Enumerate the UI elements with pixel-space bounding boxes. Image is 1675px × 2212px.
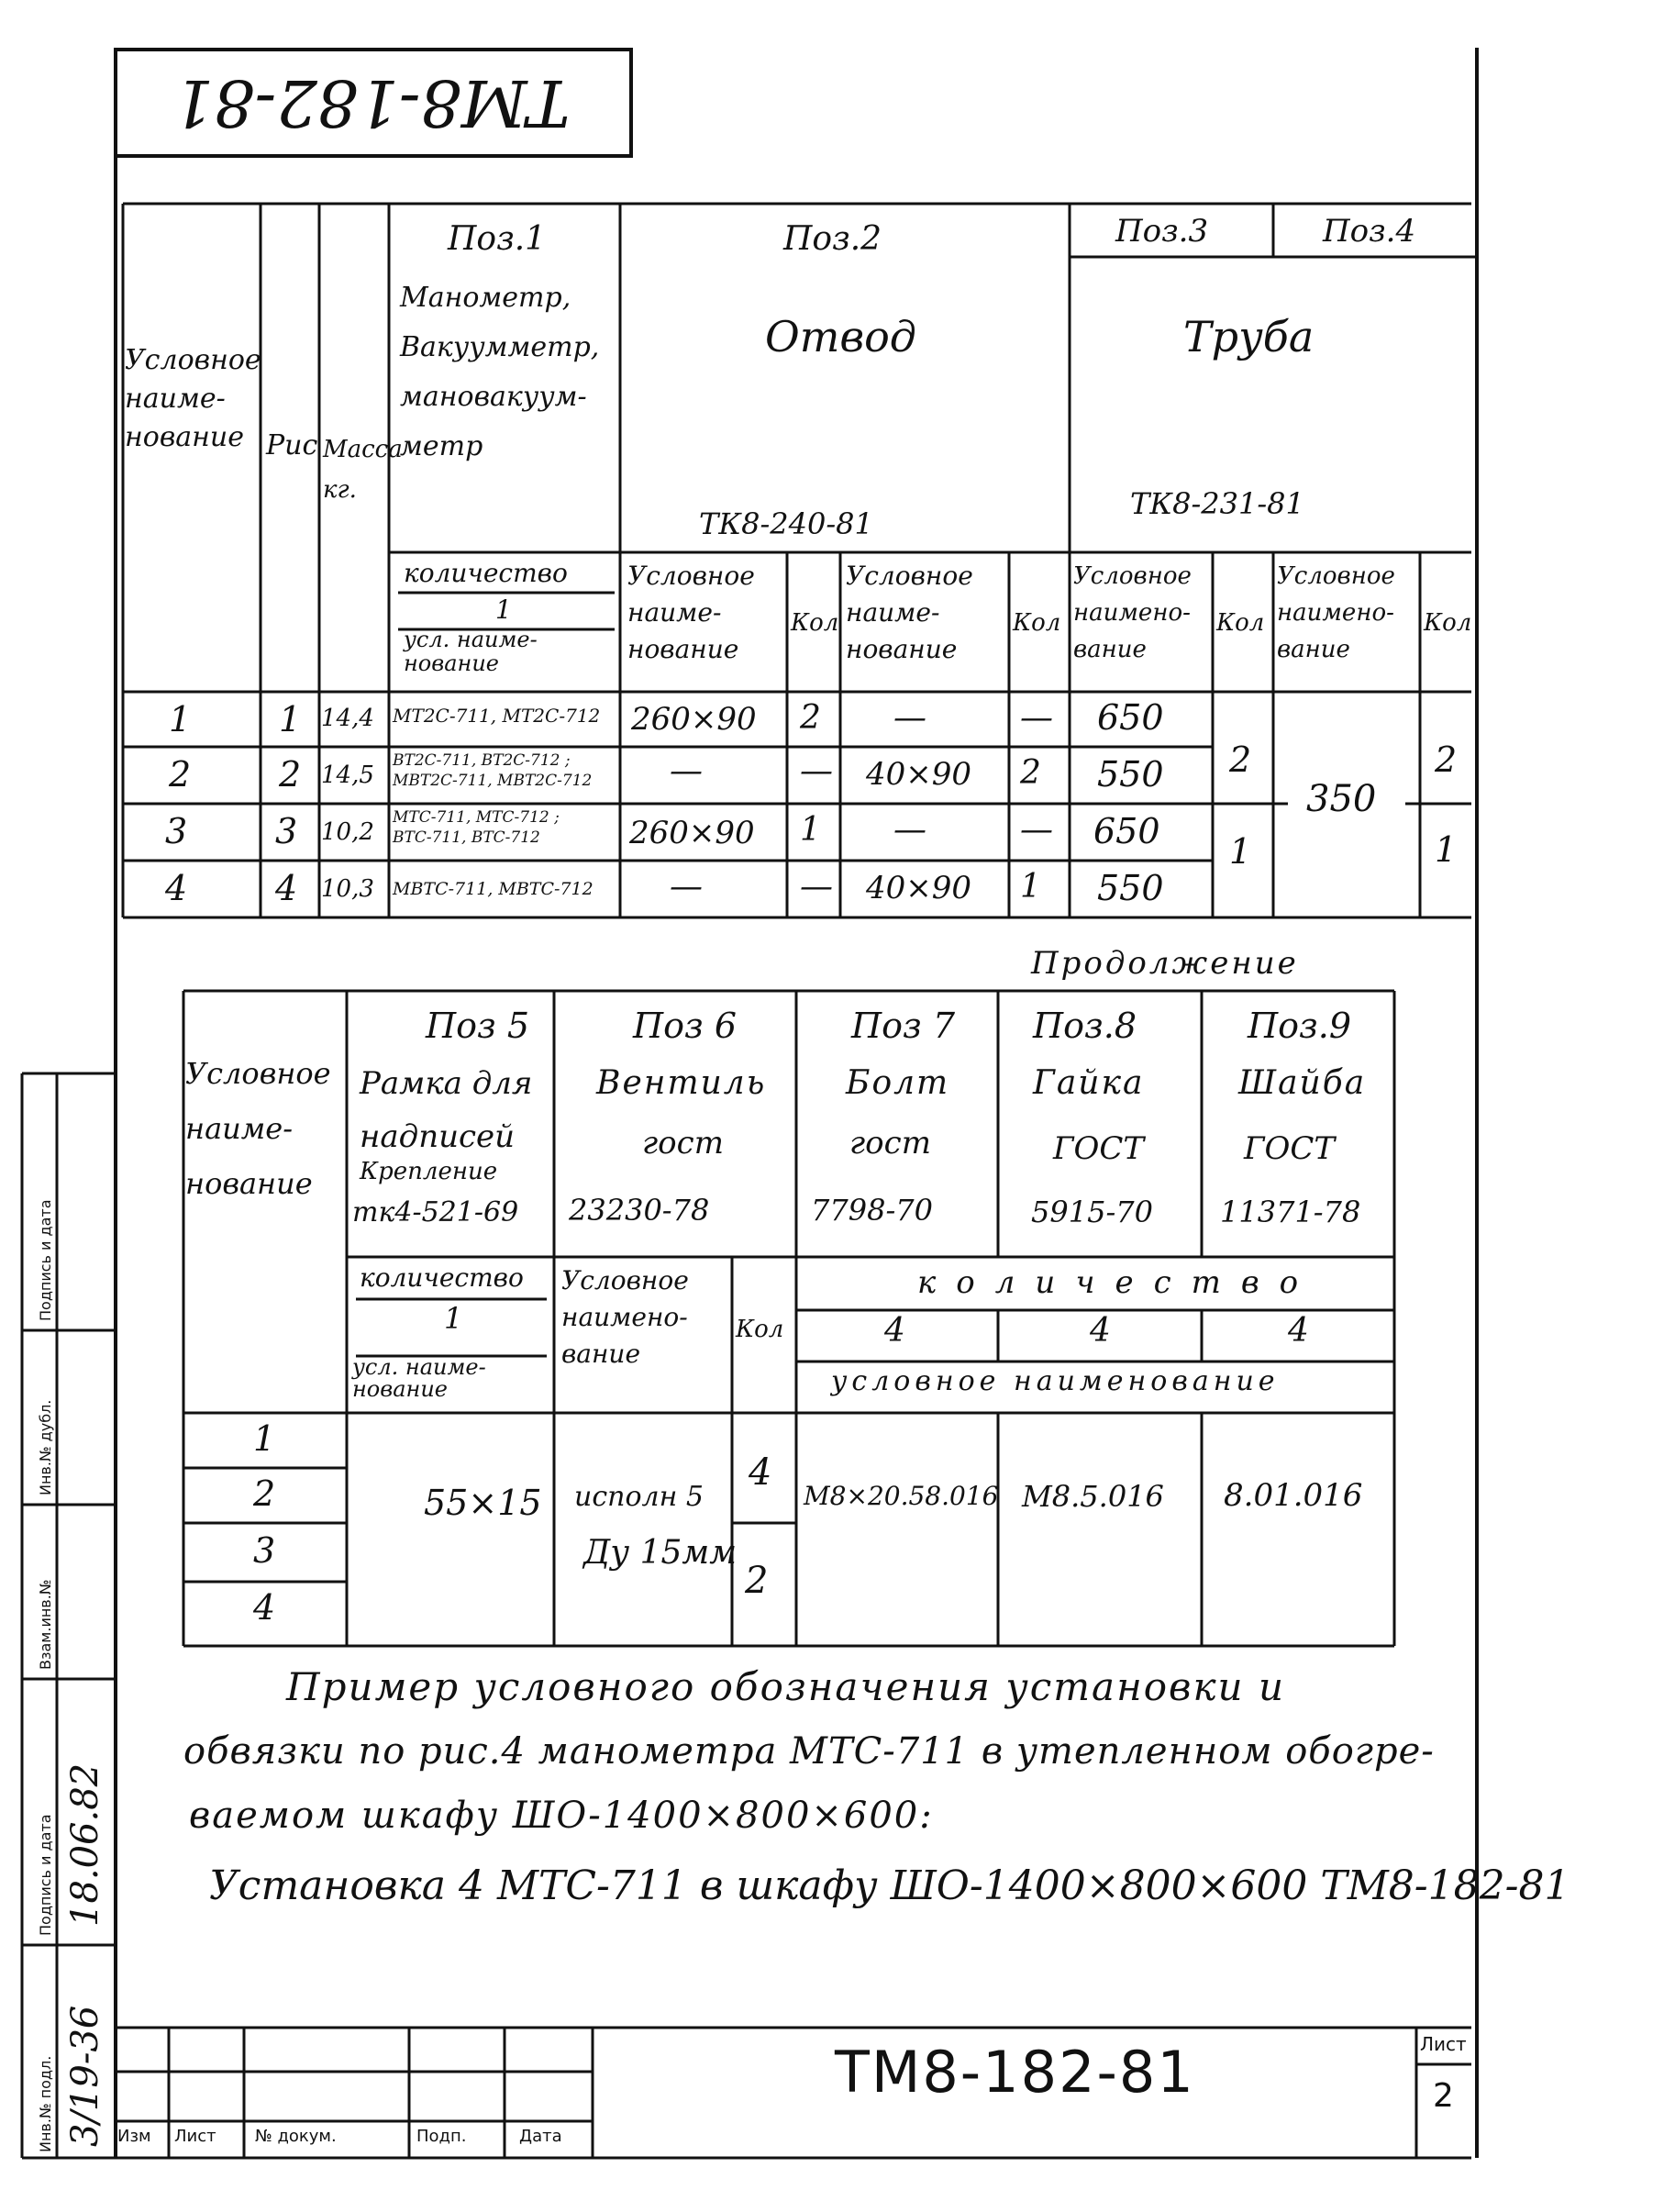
t2-pos8-value: М8.5.016: [1022, 1479, 1164, 1514]
tb-sheet-label: Лист: [1420, 2033, 1467, 2055]
t2-row-1: 1: [253, 1418, 276, 1459]
t1-r3-n: 3: [165, 811, 188, 851]
t2-pos5-doc: тк4-521-69: [352, 1196, 519, 1228]
side-label-signature-2: Подпись и дата: [37, 1814, 54, 1936]
t1-pos34-doc: ТК8-231-81: [1130, 486, 1304, 521]
t1-r1-k2a: 2: [800, 699, 821, 737]
t1-r2-mass: 14,5: [321, 761, 374, 789]
example-line-2: обвязки по рис.4 манометра МТС-711 в утепленном обогре-: [183, 1730, 1435, 1773]
t2-pos9-name: Шайба: [1238, 1064, 1367, 1102]
t1-r3-k2a: 1: [800, 811, 821, 849]
t1-r4-p2a: —: [670, 868, 703, 906]
t1-pos4-head: Условное наимено- вание: [1277, 562, 1395, 663]
t2-pos7-name: Болт: [846, 1064, 950, 1102]
t2-row-4: 4: [253, 1587, 276, 1628]
t2-pos6-label: Поз 6: [633, 1006, 737, 1046]
t1-pos2b-head: Условное наиме- нование: [846, 561, 973, 664]
t2-pos8-label: Поз.8: [1033, 1006, 1137, 1046]
t1-kolichestvo: количество: [404, 558, 568, 588]
t1-col-mass: Масса кг.: [323, 436, 403, 504]
t2-pos9-std: ГОСТ: [1244, 1130, 1336, 1167]
t1-kol3-top: 2: [1229, 739, 1252, 780]
top-stamp-code: ТМ8-182-81: [172, 65, 571, 140]
t1-pos3-label: Поз.3: [1115, 213, 1209, 250]
t2-one: 1: [444, 1301, 463, 1336]
t2-pos7-value: М8×20.58.016: [804, 1481, 999, 1511]
t1-kol-d: Кол: [1424, 609, 1472, 637]
t1-kol-b: Кол: [1013, 609, 1061, 637]
t2-kol6-top: 4: [749, 1451, 772, 1494]
t2-row-3: 3: [253, 1530, 276, 1571]
t2-pos5-value: 55×15: [424, 1483, 542, 1523]
t2-pos9-value: 8.01.016: [1224, 1477, 1363, 1514]
t2-pos5-label: Поз 5: [426, 1006, 529, 1046]
t2-usl-naim: усл. наиме- нование: [352, 1354, 486, 1402]
t2-col-name: Условное наиме- нование: [185, 1056, 331, 1201]
t2-pos8-std: ГОСТ: [1053, 1130, 1145, 1167]
t1-r3-ris: 3: [275, 811, 298, 851]
t2-pos6-value-b: Ду 15мм: [583, 1534, 738, 1572]
t1-r3-p3: 650: [1093, 811, 1160, 851]
tb-col-podp: Подп.: [416, 2127, 467, 2146]
t2-pos9-label: Поз.9: [1248, 1006, 1351, 1046]
side-label-inv-dubl: Инв.№ дубл.: [37, 1399, 54, 1495]
t1-r1-mass: 14,4: [321, 705, 374, 732]
t1-col-name: Условное наиме- нование: [125, 344, 261, 453]
t1-pos4-label: Поз.4: [1323, 213, 1416, 250]
t1-r1-ris: 1: [279, 699, 302, 739]
t2-usl-naim-wide: условное наименование: [831, 1365, 1280, 1397]
t1-usl-naim: усл. наиме- нование: [404, 627, 538, 676]
t1-r2-p3: 550: [1097, 754, 1164, 795]
t1-r3-p2a: 260×90: [629, 815, 755, 851]
t1-pos2-doc: ТК8-240-81: [699, 506, 873, 541]
tb-col-data: Дата: [519, 2127, 562, 2146]
t1-r4-k2b: 1: [1020, 868, 1041, 906]
t1-pos1-name: Манометр, Вакуумметр, мановакуум- метр: [400, 282, 600, 462]
t1-pos2a-head: Условное наиме- нование: [627, 561, 755, 664]
t1-r2-pos1: ВТ2С-711, ВТ2С-712 ; МВТ2С-711, МВТ2С-712: [393, 751, 593, 790]
tb-col-doc: № докум.: [255, 2127, 337, 2146]
t1-r2-p2b: 40×90: [866, 756, 972, 793]
side-label-signature-1: Подпись и дата: [37, 1199, 54, 1321]
t1-r1-p2b: —: [893, 699, 926, 737]
t1-r1-p2a: 260×90: [631, 701, 757, 738]
t1-kol-a: Кол: [791, 609, 839, 637]
t1-r4-ris: 4: [275, 868, 298, 908]
t1-r3-k2b: —: [1020, 811, 1053, 849]
t1-r4-k2a: —: [800, 868, 833, 906]
t2-pos7-label: Поз 7: [851, 1006, 955, 1046]
t2-kol6-bottom: 2: [745, 1560, 769, 1602]
t1-pos2-label: Поз.2: [783, 220, 882, 258]
t1-r3-pos1: МТС-711, МТС-712 ; ВТС-711, ВТС-712: [393, 808, 560, 847]
tb-sheet-number: 2: [1433, 2077, 1454, 2115]
t2-kol: Кол: [736, 1316, 784, 1343]
t2-pos6-head: Условное наимено- вание: [561, 1265, 689, 1369]
t1-kol4-top: 2: [1435, 739, 1458, 780]
t1-r2-k2b: 2: [1020, 754, 1041, 792]
t2-pos6-doc: 23230-78: [569, 1193, 710, 1228]
example-line-3: ваемом шкафу ШО-1400×800×600:: [189, 1795, 934, 1837]
t2-four-7: 4: [884, 1312, 905, 1350]
t1-col-ris: Рис: [266, 429, 318, 461]
t1-pos1-label: Поз.1: [448, 220, 547, 258]
continuation-label: Продолжение: [1031, 945, 1299, 982]
t1-r3-p2b: —: [893, 811, 926, 849]
side-inv-number: 3/19-36: [64, 2005, 106, 2147]
t2-pos5-name: Рамка для надписей: [360, 1065, 533, 1155]
t2-kolichestvo-wide: количество: [917, 1264, 1319, 1301]
t2-pos7-std: гост: [849, 1125, 931, 1162]
t2-pos8-name: Гайка: [1033, 1064, 1145, 1102]
t2-pos9-doc: 11371-78: [1220, 1195, 1361, 1229]
t2-pos7-doc: 7798-70: [811, 1193, 933, 1228]
tb-col-izm: Изм: [117, 2127, 151, 2146]
t1-r1-p3: 650: [1097, 697, 1164, 738]
t1-pos2-name: Отвод: [765, 312, 916, 361]
t1-r2-k2a: —: [800, 752, 833, 790]
t1-r4-p2b: 40×90: [866, 870, 972, 906]
t1-r4-pos1: МВТС-711, МВТС-712: [393, 879, 593, 899]
t1-kol3-bottom: 1: [1229, 831, 1252, 872]
t1-r1-k2b: —: [1020, 699, 1053, 737]
t2-pos8-doc: 5915-70: [1031, 1195, 1153, 1229]
t2-four-9: 4: [1288, 1312, 1309, 1350]
t1-r2-p2a: —: [670, 752, 703, 790]
t1-r2-n: 2: [169, 754, 192, 795]
t1-kol4-bottom: 1: [1435, 829, 1458, 870]
t1-r1-pos1: МТ2С-711, МТ2С-712: [393, 705, 601, 727]
t1-r1-n: 1: [169, 699, 192, 739]
t2-pos5-sub: Крепление: [360, 1158, 498, 1185]
t1-r3-mass: 10,2: [321, 818, 374, 846]
t2-pos6-std: гост: [642, 1125, 724, 1162]
tb-col-list: Лист: [174, 2127, 216, 2146]
side-label-inv-podl: Инв.№ подл.: [37, 2055, 54, 2152]
tb-document-code: ТМ8-182-81: [835, 2039, 1195, 2106]
t1-kol-c: Кол: [1216, 609, 1265, 637]
t2-row-2: 2: [253, 1473, 276, 1514]
t1-r4-p3: 550: [1097, 868, 1164, 908]
t1-pos3-head: Условное наимено- вание: [1073, 562, 1192, 663]
t2-pos6-value-a: исполн 5: [574, 1481, 704, 1513]
t1-r4-n: 4: [165, 868, 188, 908]
side-sign-date: 18.06.82: [64, 1762, 106, 1927]
t1-r2-ris: 2: [279, 754, 302, 795]
side-label-vzam-inv: Взам.инв.№: [37, 1579, 54, 1670]
t2-kolichestvo: количество: [360, 1262, 524, 1293]
t1-pos4-value: 350: [1306, 778, 1377, 820]
t1-r4-mass: 10,3: [321, 875, 374, 903]
example-line-1: Пример условного обозначения установки и: [286, 1664, 1286, 1709]
t1-one: 1: [495, 595, 512, 625]
example-designation: Установка 4 МТС-711 в шкафу ШО-1400×800×600 ТМ8-182-81: [209, 1862, 1570, 1909]
t2-pos6-name: Вентиль: [596, 1064, 767, 1102]
t1-pos34-name: Труба: [1183, 312, 1314, 361]
t2-four-8: 4: [1090, 1312, 1111, 1350]
